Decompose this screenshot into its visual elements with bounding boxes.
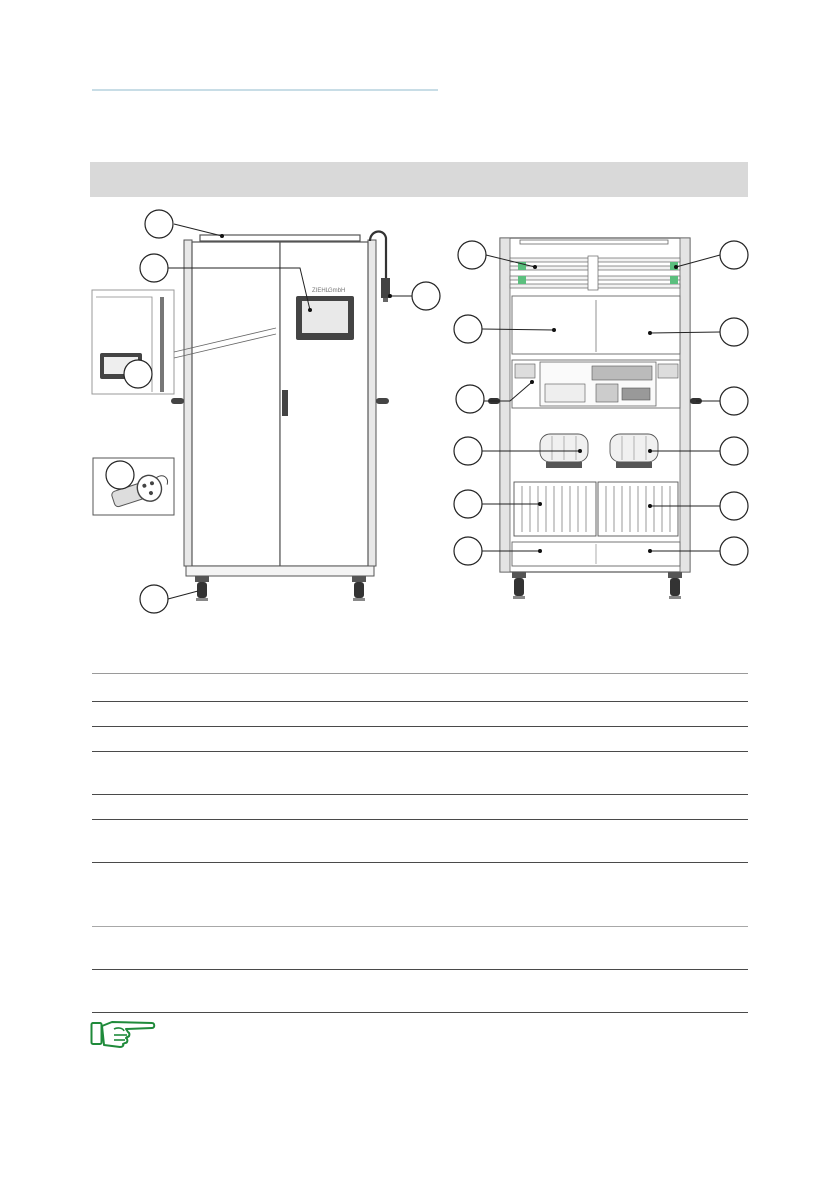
electronics-shelf xyxy=(512,360,680,408)
table-row xyxy=(92,795,748,820)
front-caster-left xyxy=(195,576,209,601)
table-row xyxy=(92,752,748,795)
heatsink-block-left xyxy=(514,482,596,536)
top-rule xyxy=(92,89,438,91)
table-row xyxy=(92,970,748,1013)
table-row xyxy=(92,727,748,752)
table-row xyxy=(92,674,748,702)
section-header-bar xyxy=(90,162,748,197)
heatsink-block-right xyxy=(598,482,678,536)
interior-caster-right xyxy=(668,572,682,599)
table-row xyxy=(92,863,748,927)
interior-caster-left xyxy=(512,572,526,599)
brand-suffix: GmbH xyxy=(328,288,346,294)
table-row xyxy=(92,927,748,970)
pointing-hand-icon xyxy=(90,1018,156,1048)
component-table xyxy=(92,673,748,1013)
front-view-cabinet xyxy=(171,232,390,601)
table-row xyxy=(92,820,748,863)
brand-mark: ZIEHL xyxy=(312,288,330,294)
interior-view-cabinet xyxy=(488,238,702,599)
device-figure xyxy=(0,200,840,620)
door-handle xyxy=(282,390,288,416)
table-row xyxy=(92,702,748,727)
plug-detail-inset xyxy=(93,458,174,515)
front-caster-right xyxy=(352,576,366,601)
